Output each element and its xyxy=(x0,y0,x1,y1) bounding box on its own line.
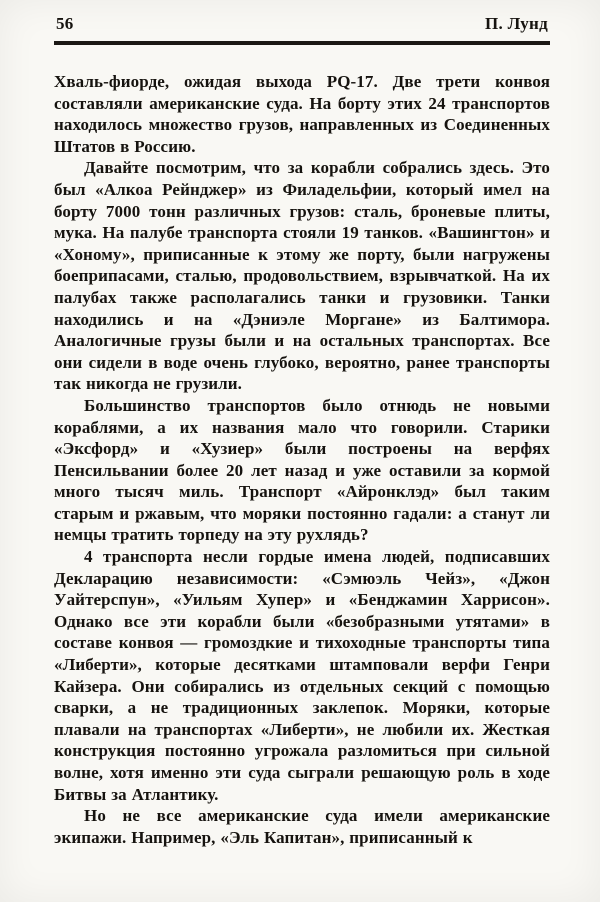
page-body xyxy=(54,71,550,848)
paragraph: Хваль-фиорде, ожидая выхода PQ-17. Две трети конвоя составляли американские суда. На борту этих 24 транспортов находилось множество грузов, направленных из Соединенных Штатов в Россию. xyxy=(54,72,550,156)
paragraph: Но не все американские суда имели американские экипажи. Например, «Эль Капитан», приписанный к xyxy=(54,806,550,847)
paragraph: 4 транспорта несли гордые имена людей, подписавших Декларацию независимости: «Сэмюэль Чейз», «Джон Уайтерспун», «Уильям Хупер» и «Бенджамин Харрисон». Однако все эти корабли были «безобразными утятами» в составе конвоя — громоздкие и тихоходные транспорты типа «Либерти», которые десятками штамповали верфи Генри Кайзера. Они собирались из отдельных секций с помощью сварки, а не традиционных заклепок. Моряки, которые плавали на транспортах «Либерти», не любили их. Жесткая конструкция постоянно угрожала разломиться при сильной волне, хотя именно эти суда сыграли решающую роль в ходе Битвы за Атлантику. xyxy=(54,547,550,804)
paragraph: Давайте посмотрим, что за корабли собрались здесь. Это был «Алкоа Рейнджер» из Филадельфии, который имел на борту 7000 тонн различных грузов: сталь, броневые плиты, мука. На палубе транспорта стояли 19 танков. «Вашингтон» и «Хоному», приписанные к этому же порту, были нагружены боеприпасами, сталью, продовольствием, взрывчаткой. На их палубах также располагались танки и грузовики. Танки находились и на «Дэниэле Моргане» из Балтимора. Аналогичные грузы были и на остальных транспортах. Все они сидели в воде очень глубоко, вероятно, ранее транспорты так никогда не грузили. xyxy=(54,158,550,394)
running-title: П. Лунд xyxy=(485,14,548,33)
page-number: 56 xyxy=(56,14,74,33)
header-rule xyxy=(54,41,550,45)
running-head xyxy=(54,14,550,34)
paragraph: Большинство транспортов было отнюдь не новыми кораблями, а их названия мало что говорили. Старики «Эксфорд» и «Хузиер» были построены на верфях Пенсильвании более 20 лет назад и уже оставили за кормой много тысяч миль. Транспорт «Айронклэд» был таким старым и ржавым, что моряки постоянно гадали: а станут ли немцы тратить торпеду на эту рухлядь? xyxy=(54,395,550,545)
